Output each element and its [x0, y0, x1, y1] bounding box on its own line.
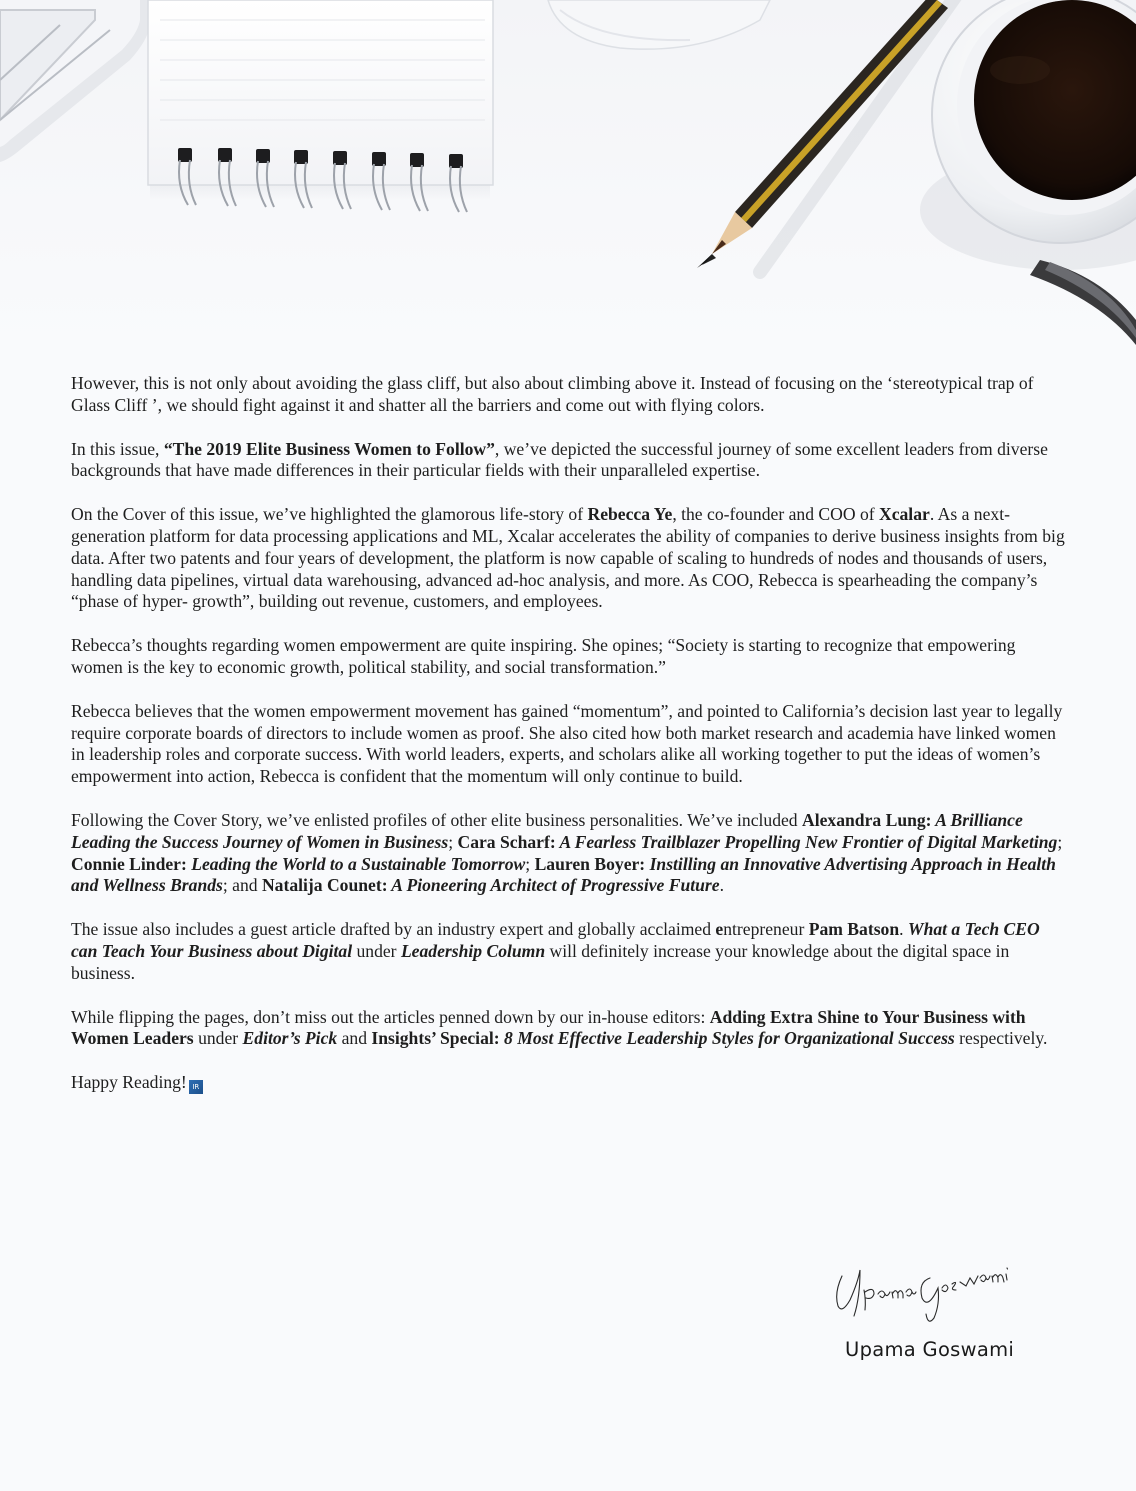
- guest-author-name: Pam Batson: [808, 919, 900, 940]
- inhouse-text-2: and: [337, 1028, 372, 1049]
- inhouse-text: under: [193, 1028, 243, 1049]
- profile-title-5: A Pioneering Architect of Progressive Future: [387, 875, 720, 896]
- keyboard-icon: [0, 0, 150, 162]
- section-insights-special: Insights’ Special:: [371, 1028, 500, 1049]
- mouse-icon: [548, 0, 770, 49]
- guest-text-3: will definitely increase your knowledge about the digital space in business.: [71, 940, 1010, 983]
- paragraph-inhouse-articles: [71, 1007, 1067, 1051]
- profile-title-4: Instilling an Innovative Advertising Approach in Health and Wellness Brands: [71, 853, 1056, 896]
- profiles-intro: Following the Cover Story, we’ve enlisted profiles of other elite business personalities. We’ve included: [71, 809, 803, 830]
- separator: ;: [448, 831, 458, 852]
- happy-reading: Happy Reading!: [71, 1072, 187, 1093]
- editorial-article: [71, 373, 1067, 1116]
- paragraph-momentum: Rebecca believes that the women empowerment movement has gained “momentum”, and pointed to California’s decision last year to legally require corporate boards of directors to include women as proof. She also cited how both market research and academia have linked women in leadership roles and corporate success. With world leaders, experts, and scholars alike all working together to put the ideas of women’s empowerment into action, Rebecca is confident that the momentum will only continue to build.: [71, 700, 1063, 787]
- paragraph-issue-intro: [71, 439, 1067, 483]
- guest-text: .: [899, 919, 908, 940]
- profile-name-3: Connie Linder:: [71, 853, 187, 874]
- paragraph-cover-story: [71, 504, 1067, 613]
- period: .: [719, 875, 724, 896]
- notepad-icon: [148, 0, 493, 212]
- editor-name: Upama Goswami: [845, 1338, 1015, 1361]
- header-desk-photo: [0, 0, 1136, 350]
- profile-title-3: Leading the World to a Sustainable Tomorrow: [186, 853, 526, 874]
- paragraph-profiles: [71, 810, 1067, 897]
- guest-article-title: What a Tech CEO can Teach Your Business about Digital: [71, 919, 1040, 961]
- cover-text-3: . As a next- generation platform for data processing applications and ML, Xcalar accelerates the ability of companies to derive business insights from big data. After two patents and four years of development, the platform is now capable of scaling to hundreds of nodes and thousands of users, handling data pipelines, virtual data warehousing, advanced ad-hoc analysis, and more. As COO, Rebecca is spearheading the company’s “phase of hyper- growth”, building out revenue, customers, and employees.: [71, 504, 1065, 612]
- separator: ; and: [222, 875, 262, 896]
- profile-title-2: A Fearless Trailblazer Propelling New Frontier of Digital Marketing: [555, 831, 1058, 852]
- profile-name-2: Cara Scharf:: [457, 831, 556, 852]
- guest-intro: The issue also includes a guest article drafted by an industry expert and globally acclaimed: [71, 919, 716, 940]
- cover-text-2: , the co-founder and COO of: [672, 504, 879, 525]
- paragraph-closing: [71, 1072, 1067, 1094]
- paragraph-guest-article: [71, 919, 1067, 984]
- paragraph-glass-cliff: However, this is not only about avoiding the glass cliff, but also about climbing above it. Instead of focusing on the ‘stereotypical trap of Glass Cliff ’, we should fight against it and shatter all the barriers and come out with flying colors.: [71, 373, 1034, 415]
- cover-text: On the Cover of this issue, we’ve highlighted the glamorous life-story of: [71, 504, 588, 525]
- separator: ;: [1057, 831, 1063, 852]
- company-name: Xcalar: [879, 504, 930, 525]
- inhouse-article-1: Adding Extra Shine to Your Business with Women Leaders: [71, 1006, 1026, 1049]
- coffee-cup-icon: [920, 0, 1136, 345]
- guest-intro-cont: ntrepreneur: [723, 919, 809, 940]
- paragraph-empowerment-quote: Rebecca’s thoughts regarding women empowerment are quite inspiring. She opines; “Society is starting to recognize that empowering women is the key to economic growth, political stability, and social transformation.”: [71, 635, 1016, 677]
- profile-name-5: Natalija Counet:: [261, 875, 388, 896]
- desk-illustration: [0, 0, 1136, 350]
- profile-name-1: Alexandra Lung:: [802, 809, 932, 830]
- intro-text: In this issue,: [71, 438, 164, 459]
- insights-logo-icon: IR: [189, 1080, 203, 1094]
- pencil-icon: [697, 0, 960, 272]
- inhouse-text-3: respectively.: [954, 1028, 1048, 1049]
- inhouse-article-2: 8 Most Effective Leadership Styles for Organizational Success: [499, 1028, 955, 1049]
- inhouse-intro: While flipping the pages, don’t miss out the articles penned down by our in-house editors:: [71, 1006, 710, 1027]
- separator: ;: [525, 853, 535, 874]
- guest-text-2: under: [352, 940, 401, 961]
- handwritten-signature: [830, 1248, 1020, 1328]
- column-name: Leadership Column: [400, 940, 546, 961]
- intro-text-cont: , we’ve depicted the successful journey of some excellent leaders from diverse backgrounds that have made differences in their particular fields with their unparalleled expertise.: [71, 438, 1048, 481]
- profile-name-4: Lauren Boyer:: [534, 853, 646, 874]
- profile-title-1: A Brilliance Leading the Success Journey of Women in Business: [71, 809, 1023, 852]
- section-editors-pick: Editor’s Pick: [242, 1028, 338, 1049]
- cover-person-name: Rebecca Ye: [587, 504, 673, 525]
- issue-title: “The 2019 Elite Business Women to Follow”: [163, 438, 495, 459]
- guest-intro-bold-letter: e: [715, 919, 724, 940]
